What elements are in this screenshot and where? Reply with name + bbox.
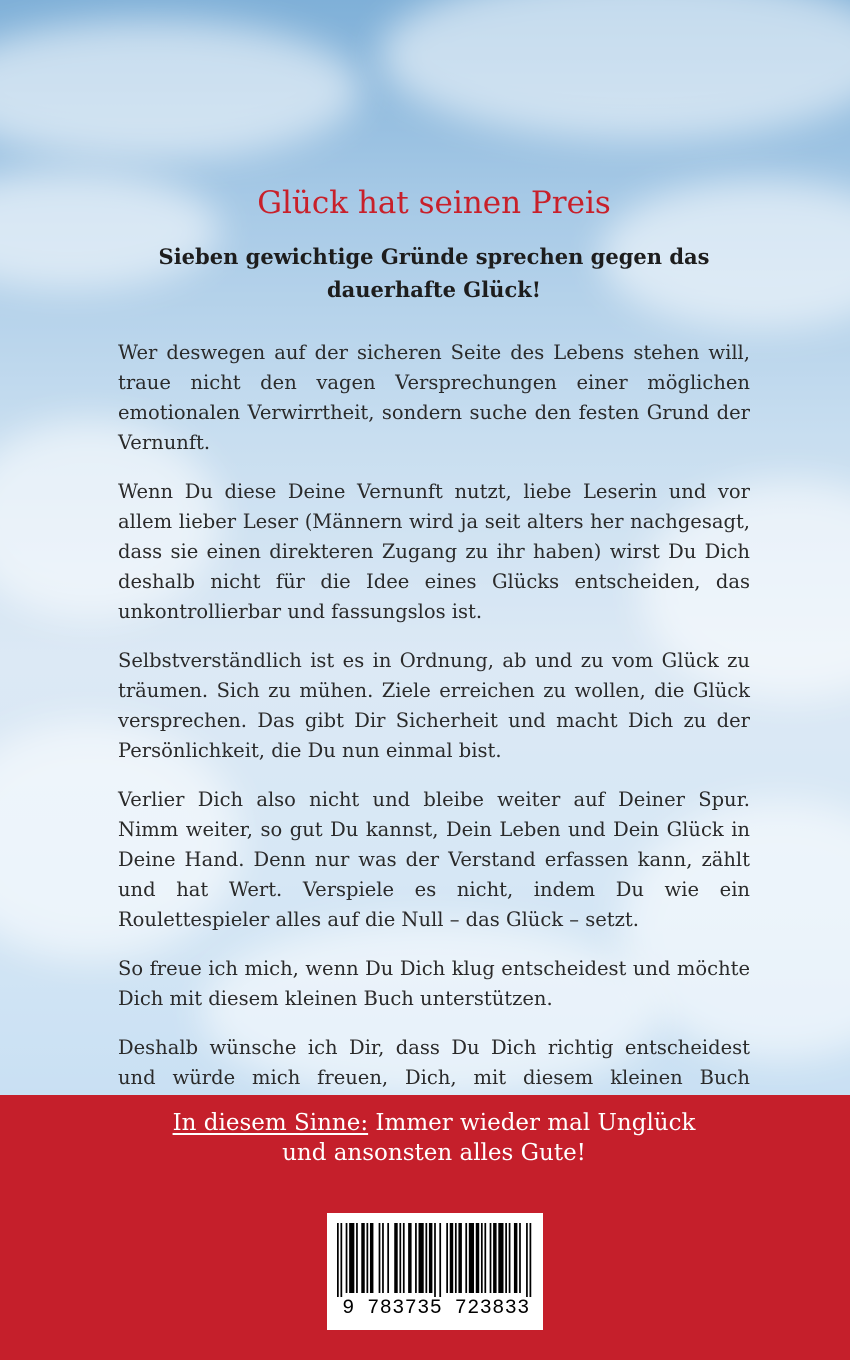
motto-rest: Immer wieder mal Unglück: [368, 1110, 696, 1136]
barcode-bar: [519, 1223, 521, 1293]
barcode-bar: [476, 1223, 479, 1293]
blurb-paragraph: So freue ich mich, wenn Du Dich klug entscheidest und möchte Dich mit diesem kleinen Buch unterstützen.: [118, 957, 750, 1010]
barcode-bar: [455, 1223, 457, 1293]
blurb: [118, 338, 750, 1142]
subtitle-line-2: dauerhafte Glück!: [327, 277, 541, 302]
barcode-bar: [509, 1223, 511, 1293]
barcode-bar: [379, 1223, 381, 1293]
motto-line-1: [0, 1108, 850, 1138]
barcode-bar: [530, 1223, 532, 1297]
barcode-bar: [526, 1223, 528, 1297]
barcode-bar: [403, 1223, 405, 1293]
barcode-bar: [337, 1223, 339, 1297]
barcode-bar: [366, 1223, 368, 1293]
barcode-bar: [349, 1223, 354, 1293]
motto-underlined: In diesem Sinne:: [172, 1110, 369, 1136]
book-title: Glück hat seinen Preis: [257, 185, 611, 221]
barcode-bar: [361, 1223, 364, 1293]
barcode-bar: [340, 1223, 342, 1297]
barcode-bar: [346, 1223, 348, 1293]
barcode-bar: [465, 1223, 467, 1293]
barcode-bar: [387, 1223, 389, 1293]
barcode-bar: [446, 1223, 448, 1293]
barcode-bar: [505, 1223, 507, 1293]
barcode-bar: [490, 1223, 492, 1293]
book-subtitle: [140, 240, 728, 306]
barcode-bar: [439, 1223, 441, 1297]
barcode-bar: [450, 1223, 453, 1293]
blurb-paragraph: Deshalb wünsche ich Dir, dass Du Dich richtig entscheidest und würde mich freuen, Dich, mit diesem kleinen Buch: [118, 1036, 750, 1089]
barcode-bars: [337, 1223, 533, 1297]
barcode-bar: [419, 1223, 424, 1293]
isbn-number: 9 783735 723833: [342, 1297, 530, 1320]
blurb-paragraph: Selbstverständlich ist es in Ordnung, ab und zu vom Glück zu träumen. Sich zu mühen. Ziele erreichen zu wollen, die Glück versprechen. Das gibt Dir Sicherheit und macht Dich zu der Persönlichkeit, die Du nun einmal bist.: [118, 649, 750, 762]
barcode-bar: [484, 1223, 486, 1293]
barcode-bar: [514, 1223, 517, 1293]
barcode-bar: [415, 1223, 417, 1293]
barcode-bar: [382, 1223, 384, 1293]
subtitle-line-1: Sieben gewichtige Gründe sprechen gegen das: [158, 244, 710, 269]
barcode-bar: [425, 1223, 427, 1293]
motto-line-2: und ansonsten alles Gute!: [282, 1140, 586, 1166]
barcode-bar: [434, 1223, 436, 1297]
motto: [0, 1108, 850, 1168]
blurb-paragraph: Verlier Dich also nicht und bleibe weiter auf Deiner Spur. Nimm weiter, so gut Du kannst, Dein Leben und Dein Glück in Deine Hand. Denn nur was der Verstand erfassen kann, zählt und hat Wert. Verspiele es nicht, indem Du wie ein Roulettespieler alles auf die Null – das Glück – setzt.: [118, 788, 750, 931]
barcode-bar: [481, 1223, 483, 1293]
barcode-bar: [394, 1223, 397, 1293]
barcode: [327, 1213, 543, 1330]
barcode-bar: [399, 1223, 401, 1293]
barcode-bar: [498, 1223, 503, 1293]
barcode-bar: [493, 1223, 496, 1293]
blurb-paragraph: Wer deswegen auf der sicheren Seite des Lebens stehen will, traue nicht den vagen Versprechungen einer möglichen emotionalen Verwirrtheit, sondern suche den festen Grund der Vernunft.: [118, 341, 750, 454]
blurb-paragraph: Wenn Du diese Deine Vernunft nutzt, liebe Leserin und vor allem lieber Leser (Männern wird ja seit alters her nachgesagt, dass sie einen direkteren Zugang zu ihr haben) wirst Du Dich deshalb nicht für die Idee eines Glücks entscheiden, das unkontrollierbar und fassungslos ist.: [118, 480, 750, 623]
barcode-bar: [370, 1223, 373, 1293]
barcode-bar: [458, 1223, 461, 1293]
barcode-bar: [408, 1223, 411, 1293]
barcode-bar: [356, 1223, 358, 1293]
barcode-bar: [429, 1223, 432, 1293]
barcode-bar: [469, 1223, 474, 1293]
